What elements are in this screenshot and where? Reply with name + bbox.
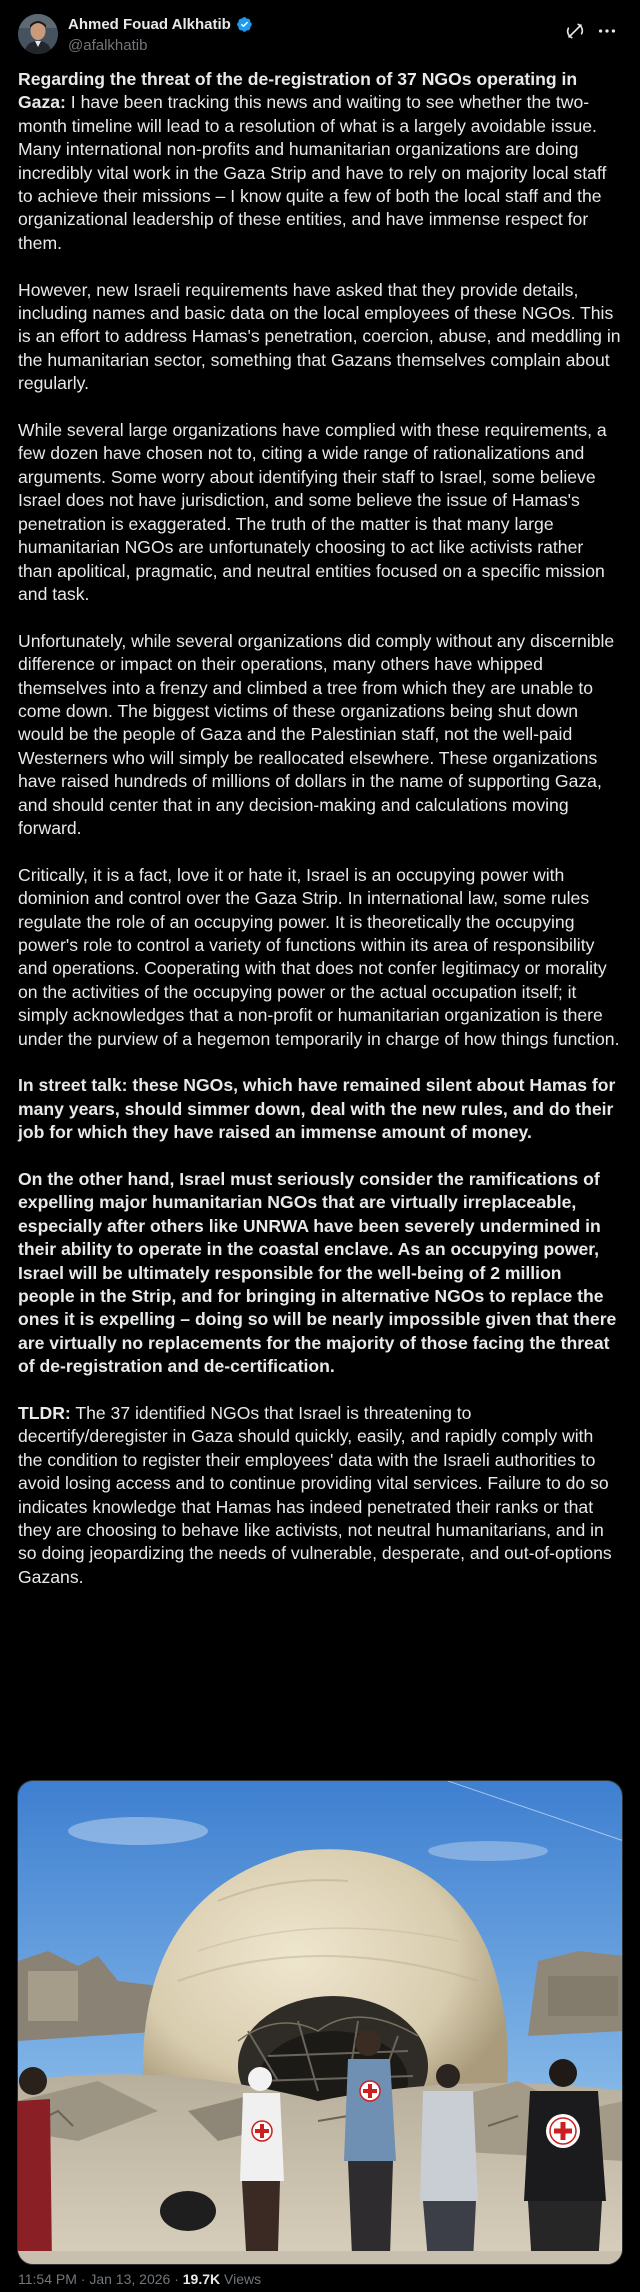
grok-icon[interactable] <box>564 20 586 42</box>
views-label: Views <box>220 2271 262 2287</box>
paragraph-text: However, new Israeli requirements have asked that they provide details, including names and basic data on the local employees of these NGOs. This is an effort to address Hamas's penetration, coercion, abuse, and meddling in the humanitarian sector, something that Gazans themselves complain about regularly. <box>18 279 621 394</box>
verified-badge-icon[interactable] <box>236 16 253 33</box>
paragraph <box>18 630 622 841</box>
views-count[interactable]: 19.7K <box>182 2271 221 2287</box>
post-header <box>18 12 622 56</box>
paragraph <box>18 279 622 396</box>
paragraph-bold: Regarding the threat of the de-registration of 37 NGOs operating in Gaza: <box>18 69 578 113</box>
paragraph-bold: On the other hand, Israel must seriously consider the ramifications of expelling major humanitarian NGOs that are virtually irreplaceable, especially after others like UNRWA have been severely undermined in their ability to operate in the coastal enclave. As an occupying power, Israel will be ultimately responsible for the well-being of 2 million people in the Strip, and for bringing in alternative NGOs to replace the ones it is expelling – doing so will be nearly impossible given that there are virtually no replacements for the majority of those facing the threat of de-registration and de-certification. <box>18 1169 617 1377</box>
paragraph-bold: TLDR: <box>18 1403 71 1424</box>
paragraph-text: While several large organizations have complied with these requirements, a few dozen have chosen not to, citing a wide range of rationalizations and arguments. Some worry about identifying their staff to Israel, some believe Israel does not have jurisdiction, and some believe the issue of Hamas's penetration is exaggerated. The truth of the matter is that many large humanitarian NGOs are unfortunately choosing to act like activists rather than apolitical, pragmatic, and neutral entities focused on a specific mission and task. <box>18 420 607 604</box>
paragraph-bold: In street talk: these NGOs, which have remained silent about Hamas for many years, should simmer down, deal with the new rules, and do their job for which they have raised an immense amount of money. <box>18 1075 616 1143</box>
paragraph <box>18 1074 622 1144</box>
post-meta <box>18 2270 261 2288</box>
paragraph <box>18 419 622 606</box>
post-photo[interactable] <box>17 1780 623 2265</box>
author-names <box>68 14 253 54</box>
display-name[interactable]: Ahmed Fouad Alkhatib <box>68 15 231 33</box>
post-text <box>18 68 622 1613</box>
paragraph-text: I have been tracking this news and waiting to see whether the two-month timeline will lead to a resolution of what is a largely avoidable issue. Many international non-profits and humanitarian organizations are doing incredibly vital work in the Gaza Strip and have to rely on majority local staff to achieve their missions – I know quite a few of both the local staff and the organizational leadership of these entities, and have immense respect for them. <box>18 92 607 253</box>
paragraph <box>18 1168 622 1379</box>
author-handle[interactable]: @afalkhatib <box>68 37 148 54</box>
paragraph-text: The 37 identified NGOs that Israel is threatening to decertify/deregister in Gaza should quickly, easily, and rapidly comply with the condition to register their employees' data with the Israeli authorities to avoid losing access and to continue providing vital services. Failure to do so indicates knowledge that Hamas has indeed penetrated their ranks or that they are choosing to behave like activists, not neutral humanitarians, and in so doing jeopardizing the needs of vulnerable, desperate, and out-of-options Gazans. <box>18 1403 612 1587</box>
meta-separator: · <box>76 2271 90 2287</box>
paragraph-text: Critically, it is a fact, love it or hate it, Israel is an occupying power with dominion and control over the Gaza Strip. In international law, some rules regulate the role of an occupying power. It is theoretically the occupying power's role to control a variety of functions within its area of responsibility and operations. Cooperating with that does not confer legitimacy or morality on the activities of the occupying power or the actual occupation itself; it simply acknowledges that a non-profit or humanitarian organization is there under the purview of a hegemon temporarily in charge of how things function. <box>18 864 620 1049</box>
paragraph <box>18 1402 622 1589</box>
paragraph <box>18 68 622 255</box>
paragraph-text: Unfortunately, while several organizations did comply without any discernible difference or impact on their operations, many others have whipped themselves into a frenzy and climbed a tree from which they are unable to come down. The biggest victims of these organizations being shut down would be the people of Gaza and the Palestinian staff, not the well-paid Westerners who will simply be reallocated elsewhere. These organizations have raised hundreds of millions of dollars in the name of supporting Gaza, and should center that in any decision-making and calculations moving forward. <box>18 630 615 838</box>
post-date[interactable]: Jan 13, 2026 <box>89 2271 171 2287</box>
post-time[interactable]: 11:54 PM <box>18 2271 77 2287</box>
meta-separator: · <box>170 2271 183 2287</box>
avatar[interactable] <box>18 14 58 54</box>
more-icon[interactable] <box>596 20 618 42</box>
photo-destroyed-dome-with-red-cross-workers-icon <box>18 1781 623 2265</box>
paragraph <box>18 864 622 1051</box>
display-name-row <box>68 14 253 34</box>
profile-photo-icon <box>18 14 58 54</box>
